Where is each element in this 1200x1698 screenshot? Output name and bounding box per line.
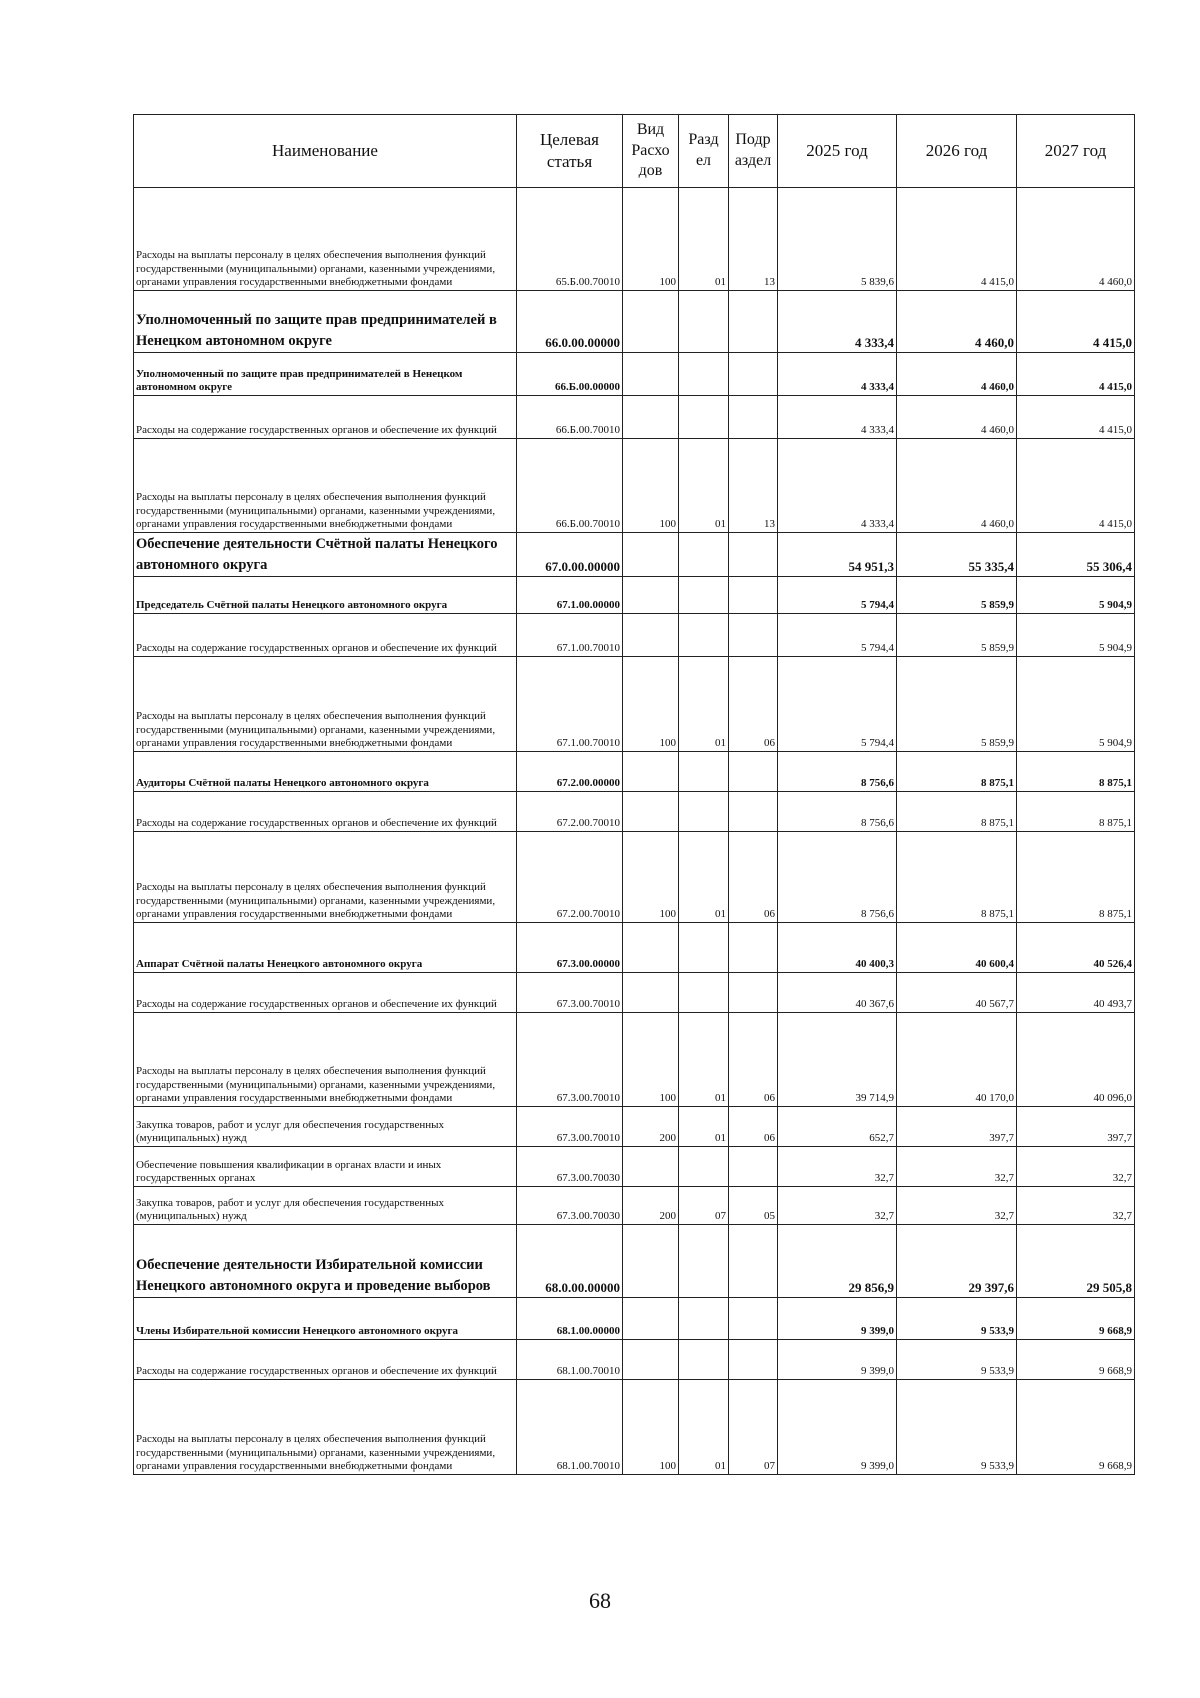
row-razdel [679, 353, 729, 396]
header-podrazdel: Подр аздел [729, 115, 778, 188]
row-value-2027: 32,7 [1017, 1187, 1135, 1225]
row-vid [623, 1147, 679, 1187]
row-target-code: 67.3.00.70010 [517, 973, 623, 1013]
row-value-2026: 9 533,9 [897, 1298, 1017, 1340]
row-razdel [679, 533, 729, 577]
row-name: Расходы на содержание государственных органов и обеспечение их функций [134, 1340, 517, 1380]
row-value-2025: 5 794,4 [778, 577, 897, 614]
row-value-2026: 40 567,7 [897, 973, 1017, 1013]
row-value-2025: 9 399,0 [778, 1340, 897, 1380]
row-vid [623, 1225, 679, 1298]
row-vid [623, 533, 679, 577]
table-row [134, 923, 1135, 973]
table-row [134, 1013, 1135, 1107]
header-2027: 2027 год [1017, 115, 1135, 188]
row-target-code: 67.1.00.70010 [517, 657, 623, 752]
row-value-2026: 8 875,1 [897, 752, 1017, 792]
row-target-code: 67.1.00.00000 [517, 577, 623, 614]
row-vid [623, 1340, 679, 1380]
row-name: Члены Избирательной комиссии Ненецкого автономного округа [134, 1298, 517, 1340]
row-value-2026: 4 460,0 [897, 353, 1017, 396]
row-value-2025: 4 333,4 [778, 439, 897, 533]
row-vid [623, 792, 679, 832]
row-value-2025: 8 756,6 [778, 792, 897, 832]
row-vid [623, 396, 679, 439]
row-name: Расходы на выплаты персоналу в целях обеспечения выполнения функций государственными (муниципальными) органами, казенными учреждениями, органами управления государственными внебюджетными фондами [134, 832, 517, 923]
row-value-2026: 4 460,0 [897, 439, 1017, 533]
table-row [134, 1225, 1135, 1298]
row-value-2026: 397,7 [897, 1107, 1017, 1147]
table-row [134, 752, 1135, 792]
row-vid: 200 [623, 1187, 679, 1225]
row-razdel: 01 [679, 832, 729, 923]
header-target: Целевая статья [517, 115, 623, 188]
row-value-2026: 4 460,0 [897, 396, 1017, 439]
row-podrazdel [729, 752, 778, 792]
row-razdel: 01 [679, 1380, 729, 1475]
row-vid: 100 [623, 832, 679, 923]
table-row [134, 577, 1135, 614]
row-value-2027: 4 415,0 [1017, 439, 1135, 533]
table-row [134, 533, 1135, 577]
row-value-2027: 8 875,1 [1017, 792, 1135, 832]
row-value-2026: 40 170,0 [897, 1013, 1017, 1107]
row-razdel: 07 [679, 1187, 729, 1225]
row-razdel [679, 396, 729, 439]
row-target-code: 67.3.00.70030 [517, 1147, 623, 1187]
row-value-2026: 9 533,9 [897, 1340, 1017, 1380]
row-value-2027: 55 306,4 [1017, 533, 1135, 577]
row-name: Аудиторы Счётной палаты Ненецкого автономного округа [134, 752, 517, 792]
row-target-code: 68.0.00.00000 [517, 1225, 623, 1298]
row-value-2027: 40 493,7 [1017, 973, 1135, 1013]
table-row [134, 1147, 1135, 1187]
table-row [134, 614, 1135, 657]
row-razdel [679, 923, 729, 973]
row-value-2027: 29 505,8 [1017, 1225, 1135, 1298]
row-podrazdel: 06 [729, 1107, 778, 1147]
row-value-2025: 4 333,4 [778, 353, 897, 396]
row-target-code: 67.2.00.00000 [517, 752, 623, 792]
row-value-2025: 29 856,9 [778, 1225, 897, 1298]
row-razdel [679, 577, 729, 614]
row-value-2027: 32,7 [1017, 1147, 1135, 1187]
row-vid: 200 [623, 1107, 679, 1147]
row-value-2025: 32,7 [778, 1187, 897, 1225]
row-name: Обеспечение деятельности Счётной палаты Ненецкого автономного округа [134, 533, 517, 577]
row-name: Председатель Счётной палаты Ненецкого автономного округа [134, 577, 517, 614]
row-razdel [679, 291, 729, 353]
row-value-2025: 652,7 [778, 1107, 897, 1147]
row-vid [623, 1298, 679, 1340]
table-row [134, 439, 1135, 533]
row-value-2027: 5 904,9 [1017, 577, 1135, 614]
row-value-2025: 9 399,0 [778, 1380, 897, 1475]
row-podrazdel: 05 [729, 1187, 778, 1225]
row-podrazdel: 06 [729, 1013, 778, 1107]
page-number: 68 [589, 1588, 611, 1613]
row-value-2026: 8 875,1 [897, 792, 1017, 832]
header-2026: 2026 год [897, 115, 1017, 188]
row-value-2026: 29 397,6 [897, 1225, 1017, 1298]
row-value-2027: 9 668,9 [1017, 1298, 1135, 1340]
row-podrazdel [729, 396, 778, 439]
row-target-code: 68.1.00.00000 [517, 1298, 623, 1340]
row-value-2025: 40 400,3 [778, 923, 897, 973]
row-value-2026: 32,7 [897, 1147, 1017, 1187]
table-row [134, 1298, 1135, 1340]
row-razdel [679, 1147, 729, 1187]
row-value-2027: 4 415,0 [1017, 291, 1135, 353]
row-value-2027: 397,7 [1017, 1107, 1135, 1147]
row-target-code: 67.3.00.70010 [517, 1107, 623, 1147]
row-name: Расходы на содержание государственных органов и обеспечение их функций [134, 396, 517, 439]
row-vid [623, 577, 679, 614]
row-podrazdel [729, 1298, 778, 1340]
row-value-2025: 39 714,9 [778, 1013, 897, 1107]
row-name: Расходы на выплаты персоналу в целях обеспечения выполнения функций государственными (муниципальными) органами, казенными учреждениями, органами управления государственными внебюджетными фондами [134, 188, 517, 291]
row-vid: 100 [623, 188, 679, 291]
row-vid: 100 [623, 1013, 679, 1107]
row-target-code: 68.1.00.70010 [517, 1340, 623, 1380]
row-podrazdel: 07 [729, 1380, 778, 1475]
table-row [134, 291, 1135, 353]
row-target-code: 65.Б.00.70010 [517, 188, 623, 291]
row-vid: 100 [623, 1380, 679, 1475]
row-podrazdel: 13 [729, 188, 778, 291]
row-value-2025: 8 756,6 [778, 832, 897, 923]
row-name: Закупка товаров, работ и услуг для обеспечения государственных (муниципальных) нужд [134, 1187, 517, 1225]
row-target-code: 67.3.00.70030 [517, 1187, 623, 1225]
row-value-2026: 40 600,4 [897, 923, 1017, 973]
row-value-2026: 5 859,9 [897, 657, 1017, 752]
row-podrazdel [729, 1340, 778, 1380]
row-vid [623, 353, 679, 396]
budget-table [133, 114, 1135, 1475]
table-row [134, 973, 1135, 1013]
table-row [134, 353, 1135, 396]
table-row [134, 657, 1135, 752]
row-name: Расходы на выплаты персоналу в целях обеспечения выполнения функций государственными (муниципальными) органами, казенными учреждениями, органами управления государственными внебюджетными фондами [134, 657, 517, 752]
table-row [134, 792, 1135, 832]
row-target-code: 67.1.00.70010 [517, 614, 623, 657]
table-body [134, 188, 1135, 1475]
row-razdel: 01 [679, 657, 729, 752]
row-name: Расходы на выплаты персоналу в целях обеспечения выполнения функций государственными (муниципальными) органами, казенными учреждениями, органами управления государственными внебюджетными фондами [134, 1013, 517, 1107]
row-name: Уполномоченный по защите прав предпринимателей в Ненецком автономном округе [134, 353, 517, 396]
row-value-2025: 40 367,6 [778, 973, 897, 1013]
row-value-2025: 5 794,4 [778, 657, 897, 752]
row-target-code: 66.Б.00.00000 [517, 353, 623, 396]
row-vid [623, 752, 679, 792]
row-value-2027: 40 526,4 [1017, 923, 1135, 973]
header-vid: Вид Расхо дов [623, 115, 679, 188]
row-value-2025: 5 839,6 [778, 188, 897, 291]
row-razdel [679, 792, 729, 832]
row-target-code: 67.3.00.00000 [517, 923, 623, 973]
row-value-2027: 4 415,0 [1017, 396, 1135, 439]
row-name: Аппарат Счётной палаты Ненецкого автономного округа [134, 923, 517, 973]
row-target-code: 67.2.00.70010 [517, 792, 623, 832]
row-value-2026: 32,7 [897, 1187, 1017, 1225]
row-vid [623, 614, 679, 657]
row-podrazdel [729, 577, 778, 614]
row-value-2025: 9 399,0 [778, 1298, 897, 1340]
row-razdel [679, 1225, 729, 1298]
header-razdel: Разд ел [679, 115, 729, 188]
table-row [134, 1380, 1135, 1475]
table-header [134, 115, 1135, 188]
row-razdel: 01 [679, 188, 729, 291]
row-podrazdel [729, 1147, 778, 1187]
row-razdel: 01 [679, 1107, 729, 1147]
row-name: Расходы на выплаты персоналу в целях обеспечения выполнения функций государственными (муниципальными) органами, казенными учреждениями, органами управления государственными внебюджетными фондами [134, 439, 517, 533]
row-razdel: 01 [679, 1013, 729, 1107]
row-vid [623, 291, 679, 353]
row-value-2025: 4 333,4 [778, 396, 897, 439]
row-podrazdel [729, 353, 778, 396]
table-row [134, 396, 1135, 439]
header-2025: 2025 год [778, 115, 897, 188]
row-value-2026: 9 533,9 [897, 1380, 1017, 1475]
row-name: Обеспечение повышения квалификации в органах власти и иных государственных органах [134, 1147, 517, 1187]
row-value-2027: 4 415,0 [1017, 353, 1135, 396]
row-podrazdel [729, 792, 778, 832]
row-vid: 100 [623, 657, 679, 752]
row-value-2026: 55 335,4 [897, 533, 1017, 577]
row-target-code: 66.Б.00.70010 [517, 439, 623, 533]
row-value-2027: 4 460,0 [1017, 188, 1135, 291]
row-name: Расходы на выплаты персоналу в целях обеспечения выполнения функций государственными (муниципальными) органами, казенными учреждениями, органами управления государственными внебюджетными фондами [134, 1380, 517, 1475]
row-value-2027: 40 096,0 [1017, 1013, 1135, 1107]
row-value-2025: 4 333,4 [778, 291, 897, 353]
row-target-code: 67.2.00.70010 [517, 832, 623, 923]
row-value-2027: 5 904,9 [1017, 614, 1135, 657]
row-name: Уполномоченный по защите прав предпринимателей в Ненецком автономном округе [134, 291, 517, 353]
row-razdel [679, 614, 729, 657]
row-name: Расходы на содержание государственных органов и обеспечение их функций [134, 614, 517, 657]
row-target-code: 67.3.00.70010 [517, 1013, 623, 1107]
row-value-2026: 5 859,9 [897, 614, 1017, 657]
row-podrazdel [729, 533, 778, 577]
row-name: Расходы на содержание государственных органов и обеспечение их функций [134, 973, 517, 1013]
row-vid: 100 [623, 439, 679, 533]
table-row [134, 1187, 1135, 1225]
row-name: Обеспечение деятельности Избирательной комиссии Ненецкого автономного округа и проведение выборов [134, 1225, 517, 1298]
table-row [134, 1340, 1135, 1380]
row-name: Расходы на содержание государственных органов и обеспечение их функций [134, 792, 517, 832]
row-name: Закупка товаров, работ и услуг для обеспечения государственных (муниципальных) нужд [134, 1107, 517, 1147]
table-row [134, 1107, 1135, 1147]
row-vid [623, 923, 679, 973]
row-vid [623, 973, 679, 1013]
table-row [134, 832, 1135, 923]
row-razdel: 01 [679, 439, 729, 533]
row-value-2027: 8 875,1 [1017, 832, 1135, 923]
row-value-2025: 54 951,3 [778, 533, 897, 577]
row-value-2027: 9 668,9 [1017, 1380, 1135, 1475]
row-target-code: 67.0.00.00000 [517, 533, 623, 577]
row-podrazdel [729, 923, 778, 973]
row-podrazdel: 13 [729, 439, 778, 533]
table-row [134, 188, 1135, 291]
row-podrazdel [729, 614, 778, 657]
header-name: Наименование [134, 115, 517, 188]
row-podrazdel [729, 1225, 778, 1298]
row-value-2025: 32,7 [778, 1147, 897, 1187]
row-value-2026: 4 415,0 [897, 188, 1017, 291]
row-value-2027: 9 668,9 [1017, 1340, 1135, 1380]
row-value-2027: 5 904,9 [1017, 657, 1135, 752]
row-razdel [679, 752, 729, 792]
row-value-2026: 4 460,0 [897, 291, 1017, 353]
row-razdel [679, 1340, 729, 1380]
row-podrazdel [729, 973, 778, 1013]
row-razdel [679, 973, 729, 1013]
row-target-code: 66.Б.00.70010 [517, 396, 623, 439]
row-value-2027: 8 875,1 [1017, 752, 1135, 792]
row-podrazdel: 06 [729, 832, 778, 923]
row-value-2025: 8 756,6 [778, 752, 897, 792]
row-podrazdel: 06 [729, 657, 778, 752]
row-target-code: 68.1.00.70010 [517, 1380, 623, 1475]
row-value-2026: 8 875,1 [897, 832, 1017, 923]
row-podrazdel [729, 291, 778, 353]
row-value-2026: 5 859,9 [897, 577, 1017, 614]
row-value-2025: 5 794,4 [778, 614, 897, 657]
row-target-code: 66.0.00.00000 [517, 291, 623, 353]
row-razdel [679, 1298, 729, 1340]
